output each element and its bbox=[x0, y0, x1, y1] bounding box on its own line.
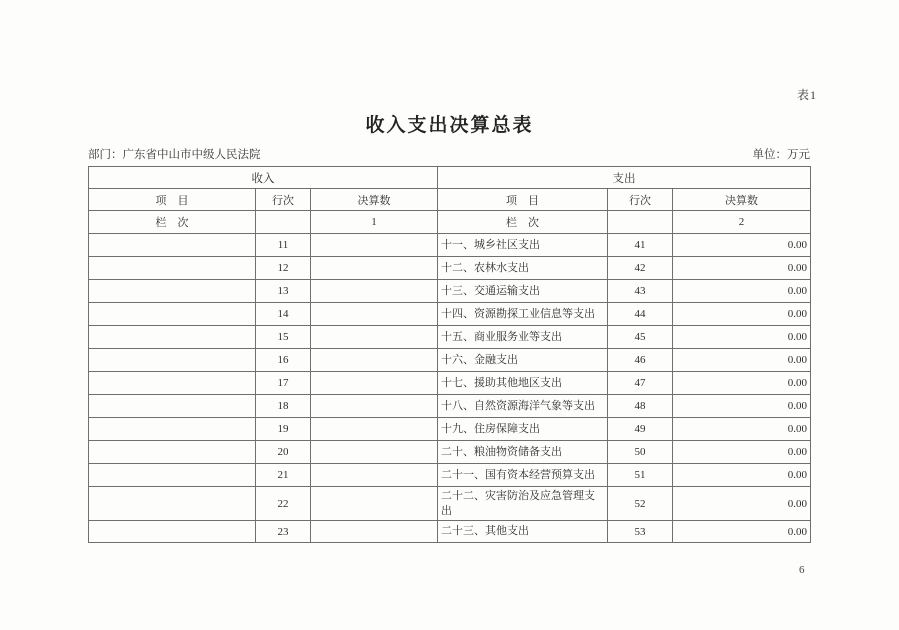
expense-amount-cell: 0.00 bbox=[673, 441, 811, 464]
expense-item-cell: 十二、农林水支出 bbox=[438, 257, 608, 280]
expense-line-no-cell: 45 bbox=[608, 326, 673, 349]
expense-line-no-cell: 47 bbox=[608, 372, 673, 395]
table-row bbox=[89, 521, 811, 543]
expense-line-no-cell: 50 bbox=[608, 441, 673, 464]
income-amount-cell bbox=[311, 372, 438, 395]
expense-item-cell: 二十二、灾害防治及应急管理支出 bbox=[438, 487, 608, 521]
income-item-cell bbox=[89, 521, 256, 543]
table-row bbox=[89, 257, 811, 280]
expense-line-no-cell: 46 bbox=[608, 349, 673, 372]
expense-item-cell: 二十、粮油物资储备支出 bbox=[438, 441, 608, 464]
expense-line-no-cell: 53 bbox=[608, 521, 673, 543]
expense-amount-cell: 0.00 bbox=[673, 464, 811, 487]
expense-amount-cell: 0.00 bbox=[673, 395, 811, 418]
income-lane-label: 栏 次 bbox=[89, 211, 256, 234]
expense-item-cell: 十七、援助其他地区支出 bbox=[438, 372, 608, 395]
expense-line-no-header: 行次 bbox=[608, 189, 673, 211]
income-lane-index: 1 bbox=[311, 211, 438, 234]
income-item-cell bbox=[89, 441, 256, 464]
expense-amount-cell: 0.00 bbox=[673, 326, 811, 349]
income-amount-cell bbox=[311, 464, 438, 487]
income-line-no-cell: 23 bbox=[256, 521, 311, 543]
income-amount-cell bbox=[311, 257, 438, 280]
expense-item-cell: 十三、交通运输支出 bbox=[438, 280, 608, 303]
expense-line-no-cell: 49 bbox=[608, 418, 673, 441]
income-amount-header: 决算数 bbox=[311, 189, 438, 211]
final-accounts-table bbox=[88, 166, 811, 543]
table-row bbox=[89, 464, 811, 487]
table-row bbox=[89, 303, 811, 326]
expense-line-no-cell: 42 bbox=[608, 257, 673, 280]
table-row bbox=[89, 326, 811, 349]
income-amount-cell bbox=[311, 303, 438, 326]
page-title: 收入支出决算总表 bbox=[365, 115, 534, 136]
expense-lane-index: 2 bbox=[673, 211, 811, 234]
expense-line-no-cell: 43 bbox=[608, 280, 673, 303]
income-line-no-cell: 22 bbox=[256, 487, 311, 521]
income-amount-cell bbox=[311, 418, 438, 441]
income-amount-cell bbox=[311, 441, 438, 464]
table-row bbox=[89, 418, 811, 441]
table-row bbox=[89, 441, 811, 464]
income-line-no-cell: 16 bbox=[256, 349, 311, 372]
expense-amount-cell: 0.00 bbox=[673, 418, 811, 441]
page-number: 6 bbox=[799, 564, 805, 576]
income-item-cell bbox=[89, 303, 256, 326]
lane-index-row bbox=[89, 211, 811, 234]
expense-amount-cell: 0.00 bbox=[673, 372, 811, 395]
expense-item-cell: 十八、自然资源海洋气象等支出 bbox=[438, 395, 608, 418]
expense-lane-blank bbox=[608, 211, 673, 234]
income-line-no-cell: 13 bbox=[256, 280, 311, 303]
income-item-cell bbox=[89, 257, 256, 280]
income-line-no-header: 行次 bbox=[256, 189, 311, 211]
table-row bbox=[89, 280, 811, 303]
income-line-no-cell: 11 bbox=[256, 234, 311, 257]
expense-line-no-cell: 48 bbox=[608, 395, 673, 418]
expense-amount-cell: 0.00 bbox=[673, 349, 811, 372]
income-line-no-cell: 17 bbox=[256, 372, 311, 395]
income-item-cell bbox=[89, 234, 256, 257]
expense-item-cell: 十四、资源勘探工业信息等支出 bbox=[438, 303, 608, 326]
expense-amount-cell: 0.00 bbox=[673, 280, 811, 303]
section-header-row bbox=[89, 167, 811, 189]
table-row bbox=[89, 487, 811, 521]
expense-amount-cell: 0.00 bbox=[673, 303, 811, 326]
table-row bbox=[89, 234, 811, 257]
expense-section-header: 支出 bbox=[438, 167, 811, 189]
table-row bbox=[89, 349, 811, 372]
expense-line-no-cell: 44 bbox=[608, 303, 673, 326]
income-item-cell bbox=[89, 487, 256, 521]
income-amount-cell bbox=[311, 349, 438, 372]
income-line-no-cell: 18 bbox=[256, 395, 311, 418]
expense-lane-label: 栏 次 bbox=[438, 211, 608, 234]
income-item-cell bbox=[89, 326, 256, 349]
expense-item-cell: 二十三、其他支出 bbox=[438, 521, 608, 543]
income-item-cell bbox=[89, 372, 256, 395]
table-row bbox=[89, 395, 811, 418]
income-item-header: 项 目 bbox=[89, 189, 256, 211]
income-amount-cell bbox=[311, 234, 438, 257]
income-line-no-cell: 20 bbox=[256, 441, 311, 464]
income-item-cell bbox=[89, 418, 256, 441]
income-line-no-cell: 15 bbox=[256, 326, 311, 349]
expense-line-no-cell: 51 bbox=[608, 464, 673, 487]
expense-item-cell: 十五、商业服务业等支出 bbox=[438, 326, 608, 349]
expense-amount-cell: 0.00 bbox=[673, 487, 811, 521]
income-item-cell bbox=[89, 395, 256, 418]
income-amount-cell bbox=[311, 521, 438, 543]
expense-amount-cell: 0.00 bbox=[673, 257, 811, 280]
income-section-header: 收入 bbox=[89, 167, 438, 189]
income-line-no-cell: 12 bbox=[256, 257, 311, 280]
income-amount-cell bbox=[311, 487, 438, 521]
table-row bbox=[89, 372, 811, 395]
expense-item-cell: 十九、住房保障支出 bbox=[438, 418, 608, 441]
income-line-no-cell: 19 bbox=[256, 418, 311, 441]
expense-amount-header: 决算数 bbox=[673, 189, 811, 211]
income-lane-blank bbox=[256, 211, 311, 234]
department-label: 部门：广东省中山市中级人民法院 bbox=[88, 149, 261, 161]
expense-item-cell: 十一、城乡社区支出 bbox=[438, 234, 608, 257]
sheet-number-label: 表1 bbox=[796, 88, 817, 102]
expense-item-cell: 十六、金融支出 bbox=[438, 349, 608, 372]
expense-line-no-cell: 41 bbox=[608, 234, 673, 257]
meta-row bbox=[88, 146, 810, 162]
income-line-no-cell: 21 bbox=[256, 464, 311, 487]
expense-amount-cell: 0.00 bbox=[673, 521, 811, 543]
expense-item-cell: 二十一、国有资本经营预算支出 bbox=[438, 464, 608, 487]
column-header-row bbox=[89, 189, 811, 211]
income-amount-cell bbox=[311, 395, 438, 418]
income-amount-cell bbox=[311, 326, 438, 349]
expense-line-no-cell: 52 bbox=[608, 487, 673, 521]
expense-item-header: 项 目 bbox=[438, 189, 608, 211]
unit-label: 单位：万元 bbox=[752, 149, 810, 161]
income-amount-cell bbox=[311, 280, 438, 303]
income-item-cell bbox=[89, 349, 256, 372]
income-item-cell bbox=[89, 280, 256, 303]
income-line-no-cell: 14 bbox=[256, 303, 311, 326]
expense-amount-cell: 0.00 bbox=[673, 234, 811, 257]
income-item-cell bbox=[89, 464, 256, 487]
